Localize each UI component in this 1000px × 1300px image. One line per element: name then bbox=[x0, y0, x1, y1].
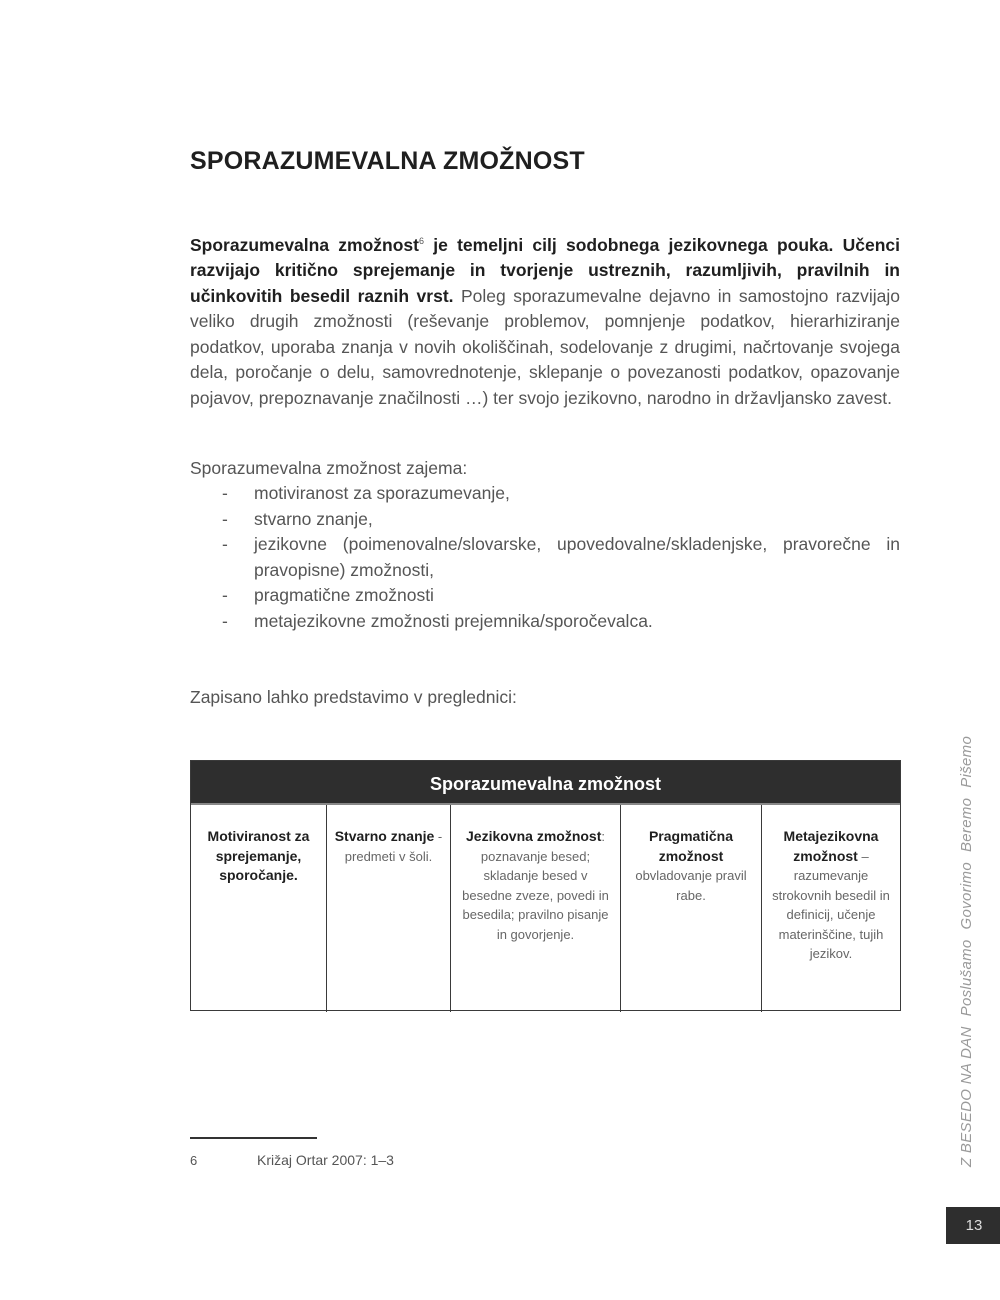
list-item bbox=[190, 507, 900, 533]
table-cell-knowledge bbox=[327, 805, 451, 1012]
cell-title: Pragmatična zmožnost bbox=[648, 828, 734, 864]
list-item bbox=[190, 609, 900, 635]
list-item bbox=[190, 481, 900, 507]
cell-title: Stvarno znanje bbox=[334, 828, 435, 844]
intro-paragraph bbox=[190, 229, 900, 411]
list-item-text: jezikovne (poimenovalne/slovarske, upovedovalne/skladenjske, pravorečne in pravopisne) zmožnosti, bbox=[254, 534, 900, 580]
list-dash: - bbox=[222, 610, 228, 631]
list-intro: Sporazumevalna zmožnost zajema: bbox=[190, 458, 468, 478]
page-number-badge: 13 bbox=[946, 1207, 1000, 1244]
list-dash: - bbox=[222, 534, 228, 554]
page-title: SPORAZUMEVALNA ZMOŽNOST bbox=[190, 147, 585, 175]
table-cell-language bbox=[451, 805, 621, 1012]
cell-text: – razumevanje strokovnih besedil in definicij, učenje materinščine, tujih jezikov. bbox=[772, 848, 890, 961]
list-item bbox=[190, 532, 900, 583]
table-header: Sporazumevalna zmožnost bbox=[191, 761, 900, 805]
intro-bold-statement: je temeljni cilj sodobnega jezikovnega pouka. Učenci razvijajo kritično sprejemanje in tvorjenje ustreznih, razumljivih, pravilnih in učinkovitih besedil raznih vrst. bbox=[190, 234, 900, 306]
side-running-title bbox=[958, 736, 975, 1167]
competence-table bbox=[190, 760, 901, 1011]
cell-title: Jezikovna zmožnost bbox=[466, 828, 602, 844]
competence-list bbox=[190, 481, 900, 634]
intro-text: Poleg sporazumevalne dejavno in samostojno razvijajo veliko drugih zmožnosti (reševanje problemov, pomnjenje podatkov, hierarhiziranje podatkov, uporaba znanja v novih okoliščinah, sodelovanje z drugimi, načrtovanje svojega dela, poročanje o delu, samovrednotenje, sklepanje o povezanosti podatkov, opazovanje pojavov, prepoznavanje značilnosti …) ter svojo jezikovno, narodno in državljansko zavest. bbox=[190, 285, 901, 408]
footnote-text: Križaj Ortar 2007: 1–3 bbox=[257, 1152, 394, 1168]
table-cell-pragmatic bbox=[621, 805, 762, 1012]
list-item-text: metajezikovne zmožnosti prejemnika/sporočevalca. bbox=[254, 610, 653, 631]
side-title-main: Z BESEDO NA DAN bbox=[958, 1026, 975, 1167]
cell-title: Motiviranost za sprejemanje, sporočanje. bbox=[207, 828, 310, 883]
list-dash: - bbox=[222, 585, 228, 605]
list-dash: - bbox=[222, 483, 228, 503]
cell-text: : poznavanje besed; skladanje besed v besedne zveze, povedi in besedila; pravilno pisanje in govorjenje. bbox=[462, 829, 609, 942]
cell-text: obvladovanje pravil rabe. bbox=[635, 868, 747, 903]
table-row bbox=[191, 805, 900, 1012]
list-dash: - bbox=[222, 508, 228, 529]
list-item-text: stvarno znanje, bbox=[254, 508, 373, 529]
side-item: Beremo bbox=[958, 797, 975, 853]
cell-text: -predmeti v šoli. bbox=[344, 829, 443, 864]
list-item-text: pragmatične zmožnosti bbox=[254, 585, 434, 605]
footnote-number: 6 bbox=[190, 1153, 198, 1168]
side-item: Poslušamo bbox=[958, 939, 975, 1017]
footnote-reference[interactable]: 6 bbox=[419, 236, 425, 246]
list-item bbox=[190, 583, 900, 609]
intro-bold-term: Sporazumevalna zmožnost bbox=[190, 234, 419, 255]
table-intro: Zapisano lahko predstavimo v preglednici: bbox=[190, 687, 517, 707]
list-item-text: motiviranost za sporazumevanje, bbox=[254, 483, 510, 503]
side-item: Govorimo bbox=[958, 862, 975, 930]
side-item: Pišemo bbox=[958, 735, 975, 788]
cell-title: Metajezikovna zmožnost bbox=[783, 828, 879, 864]
footnote-divider bbox=[190, 1137, 317, 1139]
table-cell-motivation bbox=[191, 805, 327, 1012]
table-cell-metalanguage bbox=[762, 805, 900, 1012]
